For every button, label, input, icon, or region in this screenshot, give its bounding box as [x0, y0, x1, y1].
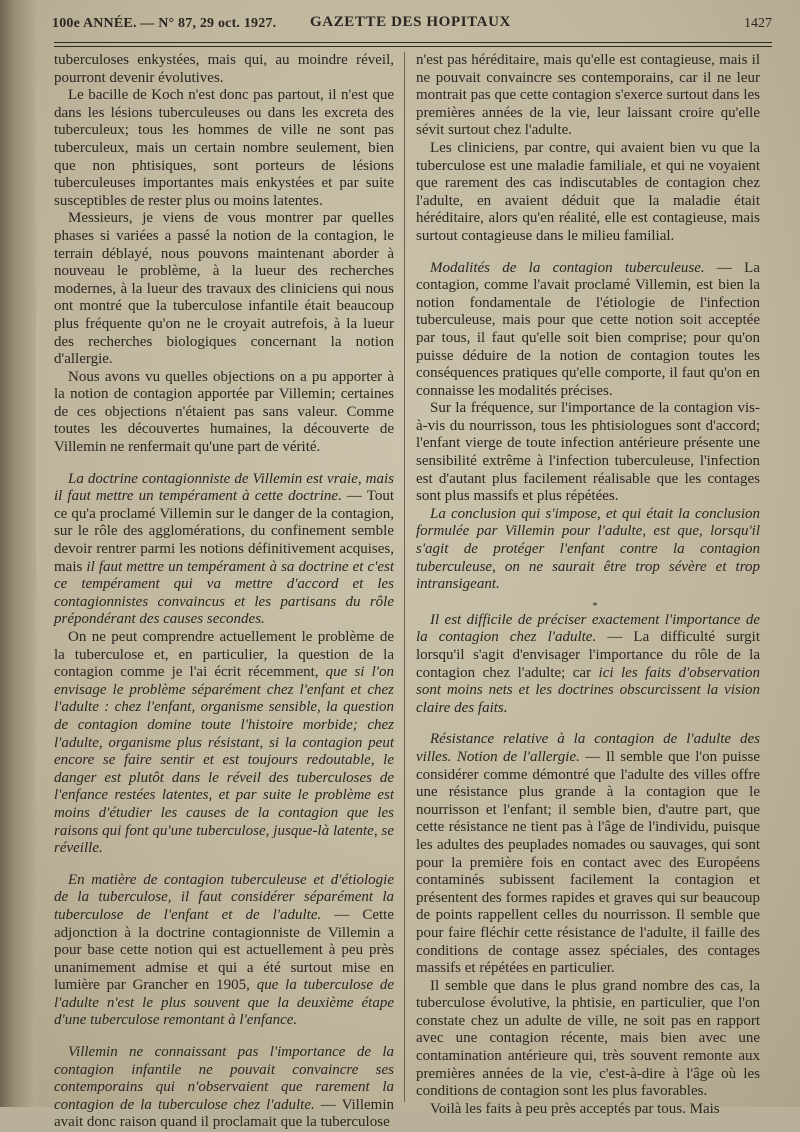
paragraph — [416, 731, 760, 977]
separator-star: * — [592, 600, 598, 612]
header-rule-top — [54, 42, 772, 43]
italic-heading: La doctrine contagionniste de Villemin est vraie, mais il faut mettre un tempérament à cette doctrine. — [54, 470, 394, 505]
paragraph: Il semble que dans le plus grand nombre des cas, la tuberculose évolutive, la phtisie, en particulier, que l'on constate chez un adulte de ville, ne soit pas en rapport avec une contagion récente, mais bien avec une contamination antérieure qui, très souvent remonte aux premières années de la vie, c'est-à-dire à l'âge où les conditions de contagion sont les plus favorables. — [416, 977, 760, 1100]
paragraph-text: — La contagion, comme l'avait proclamé Villemin, est bien la notion fondamentale de l'étiologie de l'infection tuberculeuse, mais pour que cette notion soit acceptée par tous, il faut qu'elle soit bien comprise; pour qu'on puisse déduire de la notion de contagion toutes les conséquences pratiques qu'elle comporte, il faut qu'on en connaisse les modalités précises. — [416, 259, 760, 399]
italic-text: Villemin ne connaissant pas l'importance de la contagion infantile ne pouvait convaincre ses contemporains qui n'observaient que rarement la contagion de la tuberculose chez l'adulte. — [54, 1044, 394, 1113]
paragraph-text: — Il semble que l'on puisse considérer comme démontré que l'adulte des villes offre une résistance plus grande à la contagion que le nourrisson et l'enfant; il semble bien, d'autre part, que cette résistance ne tient pas à l'âge de l'individu, puisque les adultes des peuplades nomades ou sauvages, qui sont pour la première fois en contact avec des Européens contaminés subissent facilement la contagion et présentent des formes rapides et graves qui sur beaucoup de points rappellent celles du nourrisson. Il semble que pour faire fléchir cette résistance de l'adulte, il faille des conditions de contage assez spéciales, des contages massifs et répétées en particulier. — [416, 748, 760, 977]
paragraph-text: — Tout ce qu'a proclamé Villemin sur le danger de la contagion, sur le rôle des agglomérations, du confinement semble devoir rentrer parmi les notions définitivement acquises, mais — [54, 488, 394, 575]
paragraph: n'est pas héréditaire, mais qu'elle est contagieuse, mais il ne pouvait convaincre ses contemporains, car il ne leur montrait pas que cette contagion s'exerce surtout dans les premières années de la vie, leur laissant croire qu'elle sévit surtout chez l'adulte. — [416, 52, 760, 139]
italic-heading: Modalités de la contagion tuberculeuse. — [430, 259, 705, 276]
page-header — [52, 14, 772, 34]
italic-text: que la tuberculose de l'adulte n'est le plus souvent que la deuxième étape d'une tuberculose remontant à l'enfance. — [54, 977, 394, 1029]
paragraph: Messieurs, je viens de vous montrer par quelles phases si variées a passé la notion de la contagion, le terrain déblayé, nous pouvons maintenant aborder à nouveau le problème, à la lueur des recherches modernes, à la lueur des travaux des cliniciens qui nous ont montré que la tuberculose infantile était beaucoup plus fréquente qu'on ne le croyait autrefois, à la lueur des recherches biologiques concernant la notion d'allergie. — [54, 210, 394, 368]
italic-heading: En matière de contagion tuberculeuse et d'étiologie de la tuberculose, il faut considérer séparément la tuberculose de l'enfant et de l'adulte. — [54, 871, 394, 923]
header-rule-bottom — [54, 46, 772, 47]
left-column — [54, 52, 395, 1131]
paragraph-text: On ne peut comprendre actuellement le problème de la tuberculose et, en particulier, la question de la contagion comme je l'ai écrit récemment, — [54, 629, 394, 681]
paragraph: La conclusion qui s'impose, et qui était la conclusion formulée par Villemin pour l'adulte, est que, lorsqu'il s'agit de protéger l'enfant contre la contagion tuberculeuse, on ne saurait être trop sévère et trop intransigeant. — [416, 505, 760, 593]
paragraph-text: — La difficulté surgit lorsqu'il s'agit d'envisager l'importance du rôle de la contagion chez l'adulte; car — [416, 629, 761, 681]
right-column — [416, 52, 761, 1117]
paragraph: tuberculoses enkystées, mais qui, au moindre réveil, pourront devenir évolutives. — [54, 52, 394, 86]
paragraph: Le bacille de Koch n'est donc pas partout, il n'est que dans les lésions tuberculeuses ou dans les excreta des tuberculeux; tous les hommes de ville ne sont pas tuberculeux, mais un certain nombre seulement, bien que non phtisiques, sont porteurs de lésions tuberculeuses importantes mais enkystées et par suite susceptibles de rester plus ou moins latentes. — [54, 87, 394, 209]
paragraph — [416, 612, 760, 718]
italic-heading: Il est difficile de préciser exactement l'importance de la contagion chez l'adulte. — [416, 611, 760, 646]
paragraph — [416, 260, 760, 401]
journal-title: GAZETTE DES HOPITAUX — [310, 14, 511, 30]
page-number: 1427 — [744, 16, 772, 31]
italic-text: il faut mettre un tempérament à sa doctrine et c'est ce tempérament qui va mettre d'accord et les contagionnistes convaincus et les partisans du rôle prépondérant des causes secondes. — [54, 558, 394, 628]
paragraph: Sur la fréquence, sur l'importance de la contagion vis-à-vis du nourrisson, tous les phtisiologues sont d'accord; l'enfant vierge de toute infection antérieure présente une sensibilité extrême à l'infection tuberculeuse, l'infection est d'autant plus facilement réalisable que les contages sont plus massifs et plus répétées. — [416, 400, 760, 505]
binding-spine — [0, 0, 36, 1107]
paragraph — [54, 872, 394, 1030]
paragraph: Nous avons vu quelles objections on a pu apporter à la notion de contagion apportée par Villemin; certaines de ces objections n'étaient pas sans valeur. Comme toutes les découvertes humaines, la découverte de Villemin ne renfermait qu'une part de vérité. — [54, 368, 394, 456]
paragraph — [54, 1044, 394, 1132]
paragraph — [54, 629, 394, 858]
paragraph: Voilà les faits à peu près acceptés par tous. Mais — [430, 1100, 720, 1117]
paragraph — [54, 471, 394, 629]
paragraph-text: — Villemin avait donc raison quand il proclamait que la tuberculose — [54, 1096, 394, 1131]
italic-heading: Résistance relative à la contagion de l'adulte des villes. Notion de l'allergie. — [416, 731, 760, 765]
italic-text: que si l'on envisage le problème séparément chez l'enfant et chez l'adulte : chez l'enfant, organisme sensible, la question de contagion domine toute l'histoire morbide; chez l'adulte, organisme plus résistant, si la contagion peut encore se faire sentir et est toujours redoutable, le danger est plutôt dans le réveil des tuberculoses de l'enfance restées latentes, et par suite le problème est moins d'étudier les causes de la contagion que les raisons qui font qu'une tuberculose, jusque-là latente, se réveille. — [54, 664, 394, 857]
paragraph-text: — Cette adjonction à la doctrine contagionniste de Villemin a pour base cette notion qui est actuellement à peu près unanimement admise et qui a été surtout mise en lumière par Grancher en 1905, — [54, 906, 395, 994]
paragraph: Les cliniciens, par contre, qui avaient bien vu que la tuberculose est une maladie familiale, et qui ne voyaient que rarement des cas indiscutables de contagion chez l'adulte, en avaient déduit que la maladie était héréditaire, alors qu'en réalité, elle est contagieuse, mais surtout contagieuse dans le milieu familial. — [416, 139, 760, 244]
column-divider — [404, 52, 405, 1102]
issue-info: 100e ANNÉE. — N° 87, 29 oct. 1927. — [52, 16, 277, 31]
italic-text: ici les faits d'observation sont moins nets et les doctrines obscurcissent la vision claire des faits. — [416, 664, 761, 716]
